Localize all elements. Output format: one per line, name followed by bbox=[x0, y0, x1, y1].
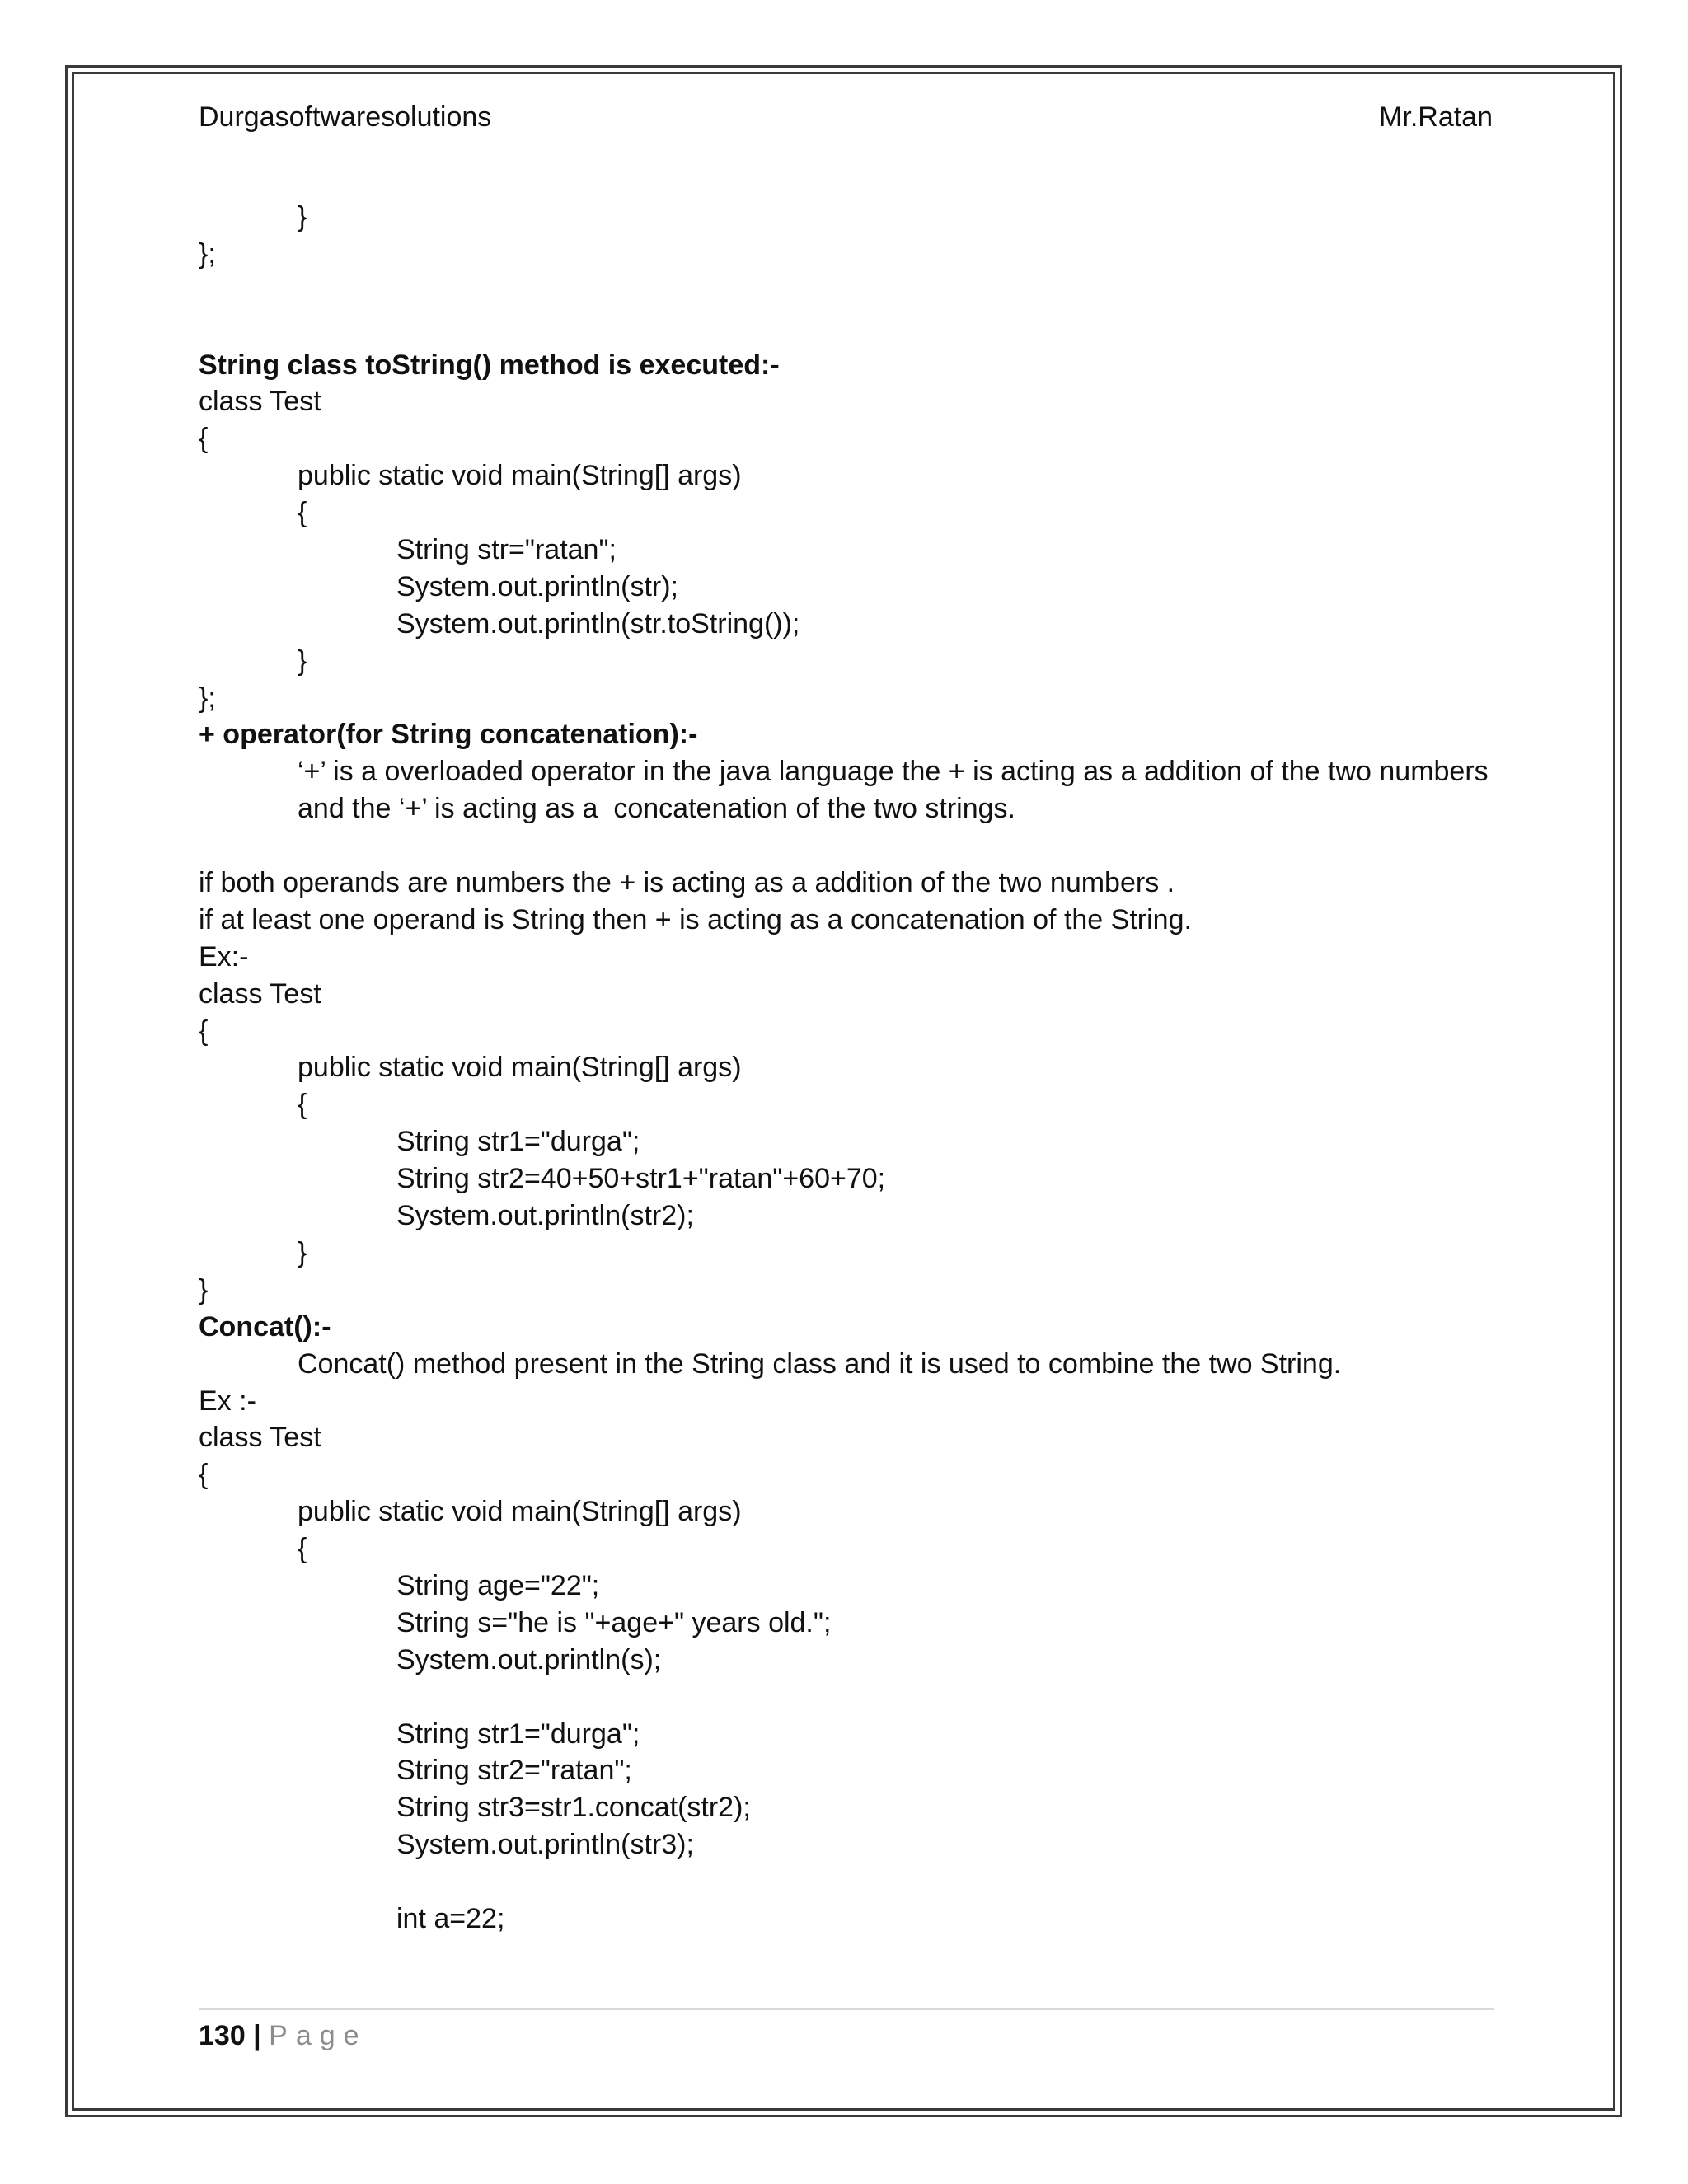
text-line: System.out.println(str); bbox=[396, 570, 678, 602]
text-line: int a=22; bbox=[396, 1902, 505, 1934]
text-line: public static void main(String[] args) bbox=[298, 460, 742, 492]
page-footer bbox=[199, 2016, 368, 2055]
text-line: }; bbox=[199, 237, 216, 269]
text-line: String str="ratan"; bbox=[396, 534, 617, 566]
text-line: String str3=str1.concat(str2); bbox=[396, 1792, 751, 1824]
document-body bbox=[199, 199, 1501, 1938]
page-separator: | bbox=[245, 2020, 270, 2051]
text-line: } bbox=[298, 644, 307, 677]
text-line: if at least one operand is String then + is acting as a concatenation of the String. bbox=[199, 903, 1192, 935]
header-author: Mr.Ratan bbox=[1379, 101, 1493, 133]
text-line: String age="22"; bbox=[396, 1569, 600, 1601]
text-line: System.out.println(str.toString()); bbox=[396, 607, 800, 640]
text-line: class Test bbox=[199, 386, 321, 418]
blank-line bbox=[199, 310, 1501, 347]
text-line: and the ‘+’ is acting as a concatenation of the two strings. bbox=[298, 793, 1015, 825]
text-line: System.out.println(str3); bbox=[396, 1829, 694, 1861]
text-line: String str2="ratan"; bbox=[396, 1755, 632, 1787]
blank-line bbox=[199, 1679, 1501, 1716]
blank-line bbox=[199, 273, 1501, 310]
section-heading: Concat():- bbox=[199, 1310, 331, 1343]
text-line: Concat() method present in the String class and it is used to combine the two String. bbox=[298, 1347, 1342, 1380]
text-line: String str1="durga"; bbox=[396, 1718, 640, 1750]
text-line: } bbox=[298, 201, 307, 232]
text-line: String str2=40+50+str1+"ratan"+60+70; bbox=[396, 1163, 886, 1195]
text-line: { bbox=[298, 1089, 307, 1121]
text-line: { bbox=[298, 1533, 307, 1565]
text-line: { bbox=[199, 1015, 209, 1047]
text-line: class Test bbox=[199, 1422, 321, 1454]
section-heading: + operator(for String concatenation):- bbox=[199, 719, 698, 751]
text-line: { bbox=[199, 423, 209, 455]
text-line: } bbox=[298, 1236, 307, 1268]
text-line: Ex:- bbox=[199, 940, 249, 972]
header-company: Durgasoftwaresolutions bbox=[199, 101, 492, 133]
section-heading: String class toString() method is executed:- bbox=[199, 349, 780, 381]
text-line: Ex :- bbox=[199, 1385, 256, 1417]
text-line: ‘+’ is a overloaded operator in the java language the + is acting as a addition of the two numbers bbox=[298, 756, 1489, 788]
text-line: System.out.println(s); bbox=[396, 1643, 662, 1675]
text-line: public static void main(String[] args) bbox=[298, 1052, 742, 1084]
text-line: String str1="durga"; bbox=[396, 1126, 640, 1158]
page-label: Page bbox=[269, 2020, 368, 2051]
footer-divider bbox=[199, 2008, 1494, 2010]
text-line: }; bbox=[199, 682, 216, 714]
blank-line bbox=[199, 1863, 1501, 1900]
text-line: } bbox=[199, 1273, 209, 1305]
text-line: class Test bbox=[199, 977, 321, 1010]
text-line: { bbox=[199, 1459, 209, 1491]
text-line: { bbox=[298, 497, 307, 529]
text-line: public static void main(String[] args) bbox=[298, 1496, 742, 1528]
text-line: if both operands are numbers the + is acting as a addition of the two numbers . bbox=[199, 867, 1175, 899]
text-line: System.out.println(str2); bbox=[396, 1200, 694, 1232]
text-line: String s="he is "+age+" years old."; bbox=[396, 1606, 832, 1638]
blank-line bbox=[199, 827, 1501, 865]
page-number: 130 bbox=[199, 2020, 246, 2051]
